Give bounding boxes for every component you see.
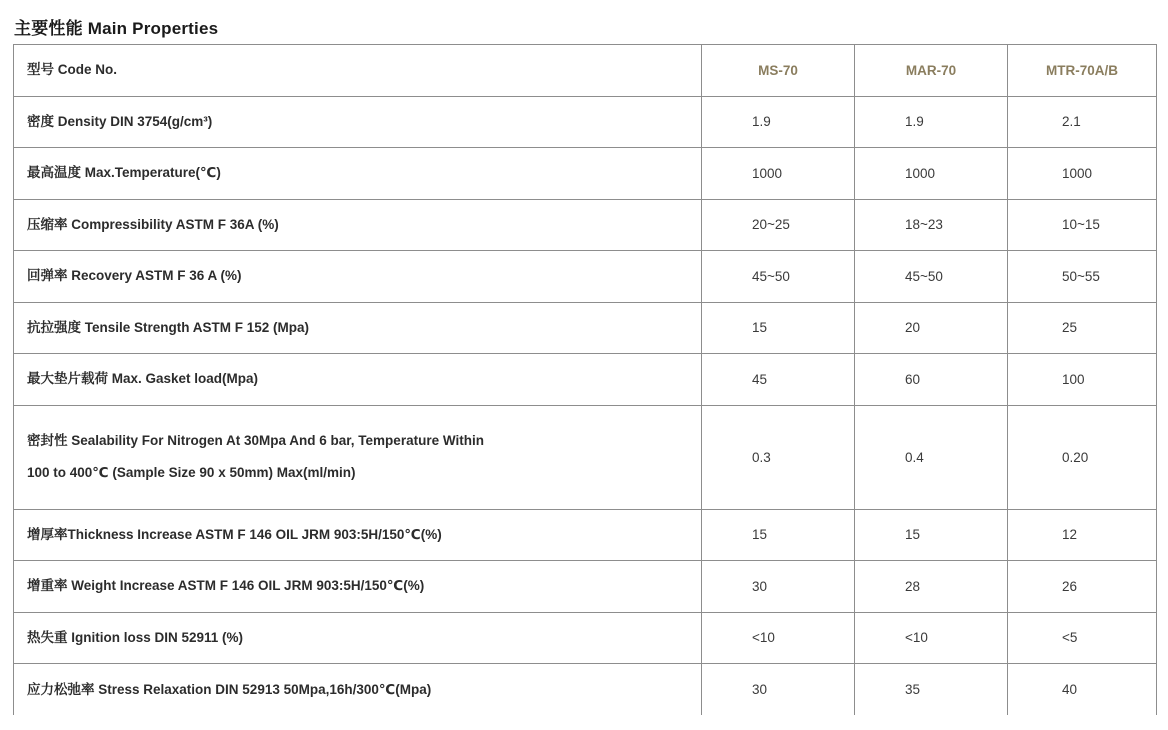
- cell-value: 28: [855, 561, 1008, 613]
- row-label: 最大垫片载荷 Max. Gasket load(Mpa): [14, 354, 702, 406]
- table-row-ignition-loss: [14, 612, 1157, 664]
- cell-value: 2.1: [1008, 96, 1157, 148]
- cell-value: <10: [702, 612, 855, 664]
- cell-value: 1000: [1008, 148, 1157, 200]
- cell-value: 45~50: [855, 251, 1008, 303]
- column-header-mar-70: MAR-70: [855, 45, 1008, 97]
- table-row-density: [14, 96, 1157, 148]
- cell-value: 45~50: [702, 251, 855, 303]
- table-row-max-gasket-load: [14, 354, 1157, 406]
- cell-value: 1000: [702, 148, 855, 200]
- cell-value: 45: [702, 354, 855, 406]
- cell-value: 100: [1008, 354, 1157, 406]
- cell-value: 15: [702, 509, 855, 561]
- section-title: 主要性能 Main Properties: [14, 19, 219, 38]
- cell-value: 30: [702, 561, 855, 613]
- cell-value: <5: [1008, 612, 1157, 664]
- cell-value: 30: [702, 664, 855, 716]
- row-label-line: 100 to 400℃ (Sample Size 90 x 50mm) Max(ml/min): [27, 465, 356, 480]
- row-label: [14, 405, 702, 509]
- table-row-max-temperature: [14, 148, 1157, 200]
- cell-value: 15: [855, 509, 1008, 561]
- cell-value: 12: [1008, 509, 1157, 561]
- cell-value: 1.9: [855, 96, 1008, 148]
- column-header-mtr-70ab: MTR-70A/B: [1008, 45, 1157, 97]
- cell-value: 10~15: [1008, 199, 1157, 251]
- row-label-line: 密封性 Sealability For Nitrogen At 30Mpa And 6 bar, Temperature Within: [27, 433, 484, 448]
- column-header-ms-70: MS-70: [702, 45, 855, 97]
- table-row-compressibility: [14, 199, 1157, 251]
- row-label: 热失重 Ignition loss DIN 52911 (%): [14, 612, 702, 664]
- cell-value: 40: [1008, 664, 1157, 716]
- cell-value: 15: [702, 302, 855, 354]
- cell-value: 35: [855, 664, 1008, 716]
- row-label: 压缩率 Compressibility ASTM F 36A (%): [14, 199, 702, 251]
- cell-value: 0.3: [702, 405, 855, 509]
- table-header-row: [14, 45, 1157, 97]
- cell-value: 25: [1008, 302, 1157, 354]
- cell-value: 20~25: [702, 199, 855, 251]
- row-label: 抗拉强度 Tensile Strength ASTM F 152 (Mpa): [14, 302, 702, 354]
- table-row-thickness-increase: [14, 509, 1157, 561]
- row-label: 回弹率 Recovery ASTM F 36 A (%): [14, 251, 702, 303]
- table-row-weight-increase: [14, 561, 1157, 613]
- cell-value: 50~55: [1008, 251, 1157, 303]
- table-row-tensile-strength: [14, 302, 1157, 354]
- cell-value: 0.4: [855, 405, 1008, 509]
- cell-value: 18~23: [855, 199, 1008, 251]
- table-row-recovery: [14, 251, 1157, 303]
- cell-value: 1.9: [702, 96, 855, 148]
- row-label: 增厚率Thickness Increase ASTM F 146 OIL JRM 903:5H/150℃(%): [14, 509, 702, 561]
- cell-value: 0.20: [1008, 405, 1157, 509]
- cell-value: <10: [855, 612, 1008, 664]
- table-row-stress-relaxation: [14, 664, 1157, 716]
- code-no-header: 型号 Code No.: [14, 45, 702, 97]
- cell-value: 26: [1008, 561, 1157, 613]
- cell-value: 20: [855, 302, 1008, 354]
- cell-value: 1000: [855, 148, 1008, 200]
- row-label: 增重率 Weight Increase ASTM F 146 OIL JRM 903:5H/150℃(%): [14, 561, 702, 613]
- row-label: 密度 Density DIN 3754(g/cm³): [14, 96, 702, 148]
- properties-table: [13, 44, 1157, 715]
- row-label: 最高温度 Max.Temperature(℃): [14, 148, 702, 200]
- cell-value: 60: [855, 354, 1008, 406]
- table-row-sealability: [14, 405, 1157, 509]
- row-label: 应力松弛率 Stress Relaxation DIN 52913 50Mpa,16h/300℃(Mpa): [14, 664, 702, 716]
